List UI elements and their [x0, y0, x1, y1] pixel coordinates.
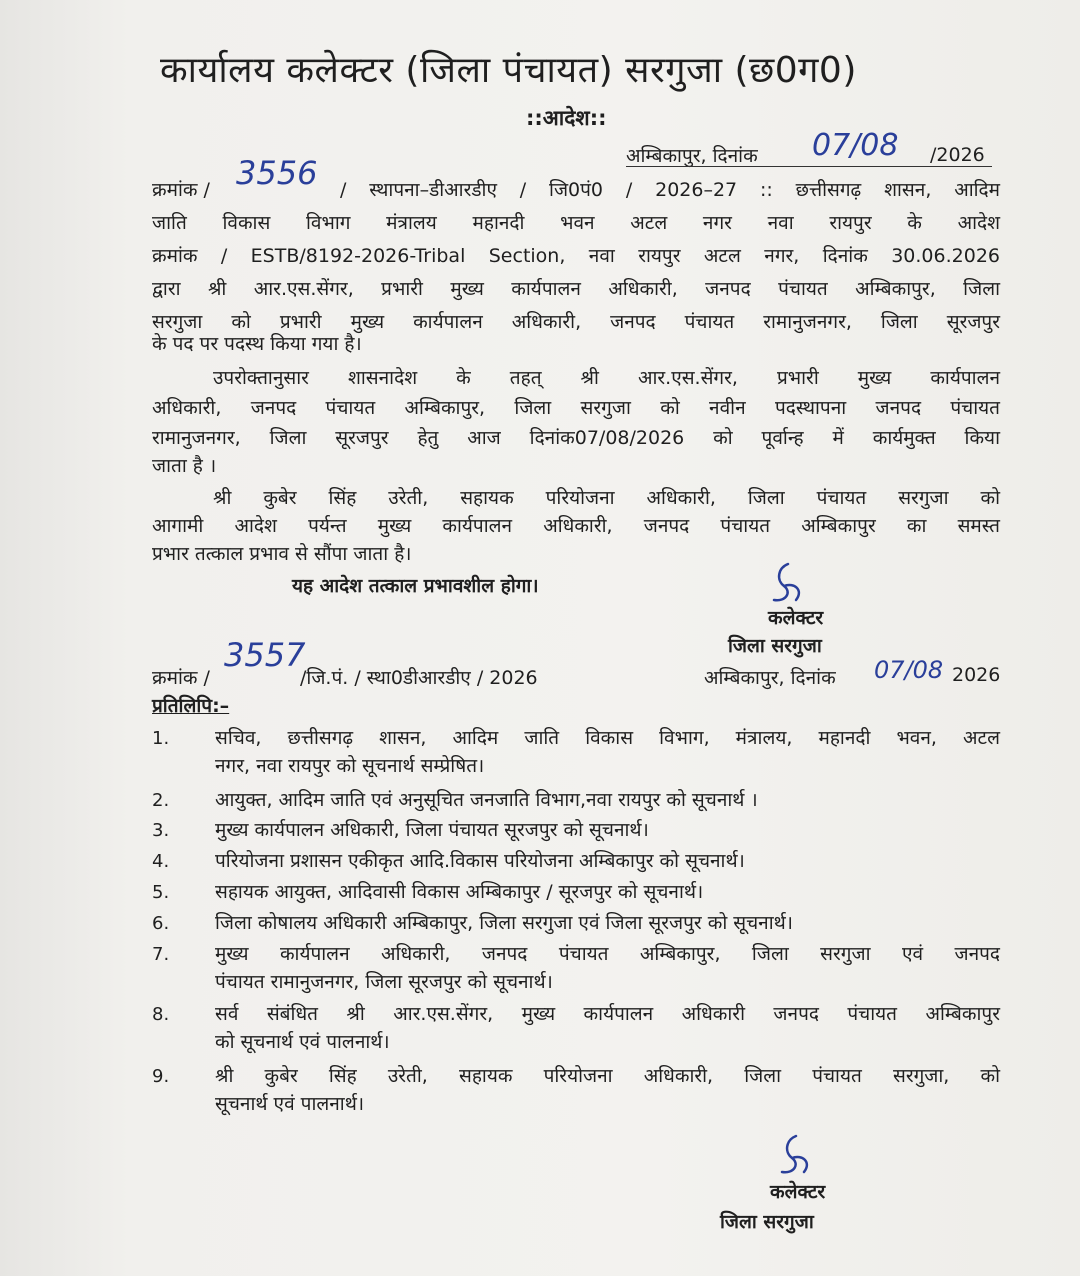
copy-item-7-line-2: पंचायत रामानुजनगर, जिला सूरजपुर को सूचनार्थ।: [215, 971, 553, 993]
copy-item-2-number: 2.: [152, 790, 170, 811]
copy-item-1-line-2: नगर, नवा रायपुर को सूचनार्थ सम्प्रेषित।: [215, 755, 485, 777]
para3-line-3: प्रभार तत्काल प्रभाव से सौंपा जाता है।: [152, 543, 412, 565]
signature-mark-1: [760, 560, 820, 610]
copy-item-8-number: 8.: [152, 1004, 170, 1025]
copy-item-5-line-1: सहायक आयुक्त, आदिवासी विकास अम्बिकापुर / सूरजपुर को सूचनार्थ।: [215, 881, 704, 903]
order-line-1: / स्थापना–डीआरडीए / जि0पं0 / 2026–27 :: छत्तीसगढ़ शासन, आदिम: [340, 179, 1000, 201]
copy-item-8-line-1: सर्व संबंधित श्री आर.एस.सेंगर, मुख्य कार्यपालन अधिकारी जनपद पंचायत अम्बिकापुर: [215, 1003, 1000, 1025]
signature1-district: जिला सरगुजा: [728, 635, 822, 657]
handwritten-date: 07/08: [812, 128, 899, 163]
para2-line-1: उपरोक्तानुसार शासनादेश के तहत् श्री आर.एस.सेंगर, प्रभारी मुख्य कार्यपालन: [213, 367, 1000, 389]
effective-line: यह आदेश तत्काल प्रभावशील होगा।: [292, 575, 539, 597]
copy-item-3-line-1: मुख्य कार्यपालन अधिकारी, जिला पंचायत सूरजपुर को सूचनार्थ।: [215, 819, 649, 841]
copy-item-4-line-1: परियोजना प्रशासन एकीकृत आदि.विकास परियोजना अम्बिकापुर को सूचनार्थ।: [215, 850, 745, 872]
signature2-designation: कलेक्टर: [770, 1181, 826, 1203]
order-line-5: सरगुजा को प्रभारी मुख्य कार्यपालन अधिकारी, जनपद पंचायत रामानुजनगर, जिला सूरजपुर: [152, 311, 1000, 333]
copy-item-4-number: 4.: [152, 851, 170, 872]
handwritten-copy-date: 07/08: [874, 656, 944, 684]
copy-item-6-line-1: जिला कोषालय अधिकारी अम्बिकापुर, जिला सरगुजा एवं जिला सूरजपुर को सूचनार्थ।: [215, 912, 793, 934]
copy-item-8-line-2: को सूचनार्थ एवं पालनार्थ।: [215, 1031, 390, 1053]
copy-item-6-number: 6.: [152, 913, 170, 934]
copy-date-suffix: 2026: [952, 664, 1001, 686]
para2-line-4: जाता है ।: [152, 455, 217, 477]
order-line-2: जाति विकास विभाग मंत्रालय महानदी भवन अटल नगर नवा रायपुर के आदेश: [152, 212, 1000, 234]
order-line-6: के पद पर पदस्थ किया गया है।: [152, 333, 362, 355]
copy-heading: प्रतिलिपि:–: [152, 695, 230, 717]
signature2-district: जिला सरगुजा: [720, 1211, 814, 1233]
para3-line-1: श्री कुबेर सिंह उरेती, सहायक परियोजना अधिकारी, जिला पंचायत सरगुजा को: [213, 487, 1000, 509]
copy-item-5-number: 5.: [152, 882, 170, 903]
para2-line-2: अधिकारी, जनपद पंचायत अम्बिकापुर, जिला सरगुजा को नवीन पदस्थापना जनपद पंचायत: [152, 397, 1000, 419]
copy-item-9-number: 9.: [152, 1066, 170, 1087]
order-heading: ::आदेश::: [526, 106, 607, 130]
handwritten-order-number: 3556: [236, 154, 318, 192]
copy-item-2-line-1: आयुक्त, आदिम जाति एवं अनुसूचित जनजाति विभाग,नवा रायपुर को सूचनार्थ ।: [215, 789, 758, 811]
order-line-4: द्वारा श्री आर.एस.सेंगर, प्रभारी मुख्य कार्यपालन अधिकारी, जनपद पंचायत अम्बिकापुर, जिला: [152, 278, 1000, 300]
copy-item-3-number: 3.: [152, 820, 170, 841]
copy-number-prefix: क्रमांक /: [152, 667, 210, 689]
order-line-3: क्रमांक / ESTB/8192-2026-Tribal Section, नवा रायपुर अटल नगर, दिनांक 30.06.2026: [152, 245, 1000, 267]
date-suffix: /2026: [930, 144, 985, 166]
date-prefix: अम्बिकापुर, दिनांक: [626, 145, 758, 167]
copy-item-1-number: 1.: [152, 728, 170, 749]
signature1-designation: कलेक्टर: [768, 607, 824, 629]
signature-mark-2: [770, 1132, 830, 1182]
copy-number-suffix: /जि.पं. / स्था0डीआरडीए / 2026: [300, 667, 538, 689]
para2-line-3: रामानुजनगर, जिला सूरजपुर हेतु आज दिनांक07/08/2026 को पूर्वान्ह में कार्यमुक्त किया: [152, 427, 1000, 449]
office-title: कार्यालय कलेक्टर (जिला पंचायत) सरगुजा (छ0ग0): [160, 50, 857, 91]
copy-item-1-line-1: सचिव, छत्तीसगढ़ शासन, आदिम जाति विकास विभाग, मंत्रालय, महानदी भवन, अटल: [215, 727, 1000, 749]
copy-item-9-line-1: श्री कुबेर सिंह उरेती, सहायक परियोजना अधिकारी, जिला पंचायत सरगुजा, को: [215, 1065, 1000, 1087]
date-underline: [626, 166, 992, 167]
copy-item-7-line-1: मुख्य कार्यपालन अधिकारी, जनपद पंचायत अम्बिकापुर, जिला सरगुजा एवं जनपद: [215, 943, 1000, 965]
handwritten-copy-number: 3557: [224, 636, 306, 674]
copy-item-7-number: 7.: [152, 944, 170, 965]
para3-line-2: आगामी आदेश पर्यन्त मुख्य कार्यपालन अधिकारी, जनपद पंचायत अम्बिकापुर का समस्त: [152, 515, 1000, 537]
copy-item-9-line-2: सूचनार्थ एवं पालनार्थ।: [215, 1093, 365, 1115]
copy-date-prefix: अम्बिकापुर, दिनांक: [704, 667, 836, 689]
order-number-prefix: क्रमांक /: [152, 179, 210, 201]
